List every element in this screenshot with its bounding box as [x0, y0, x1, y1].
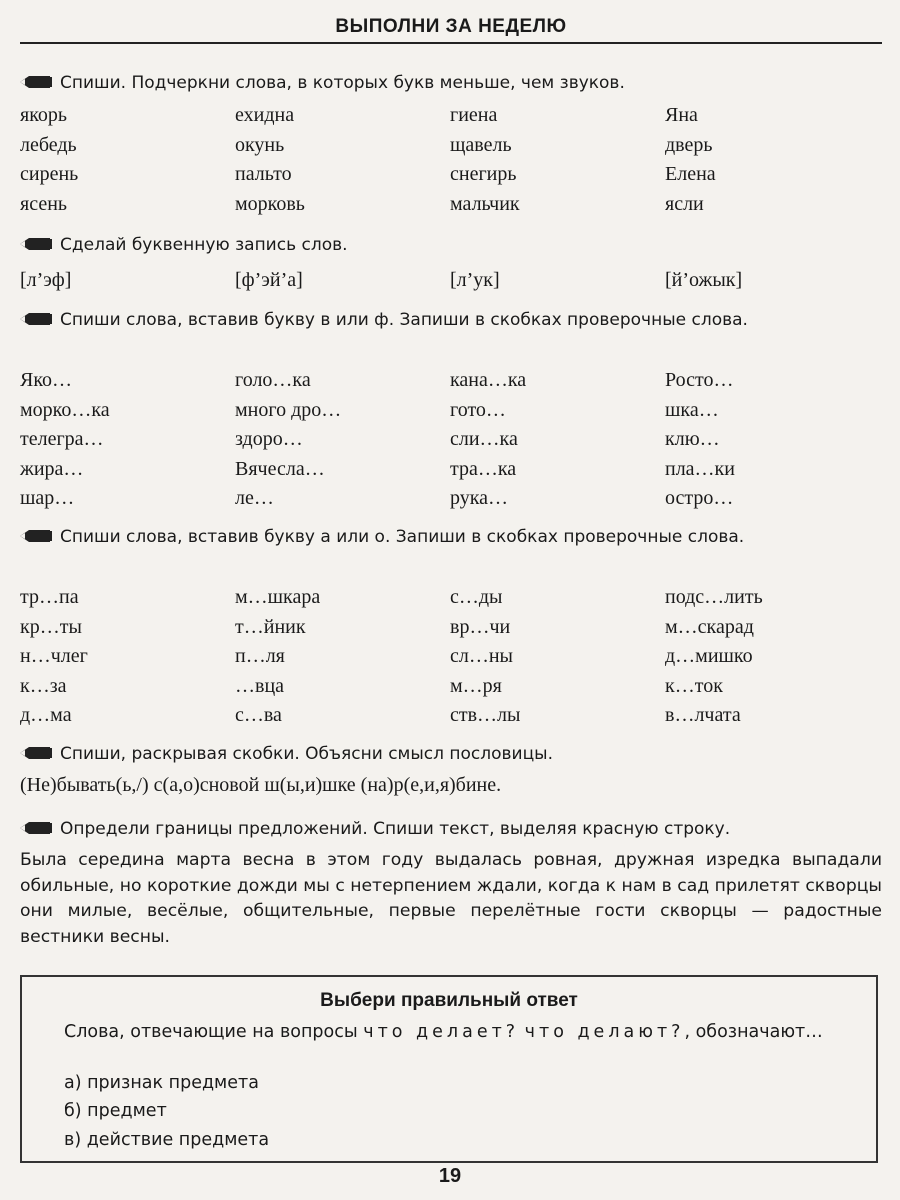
transcription: [ф’эй’а] [235, 269, 303, 291]
word: окунь [235, 133, 285, 156]
transcription: [й’ожык] [665, 269, 743, 291]
word: морко…ка [20, 398, 110, 421]
word: м…ря [450, 674, 502, 697]
word: с…ды [450, 586, 503, 608]
task-2-words [20, 266, 882, 296]
task-5-text: Спиши, раскрывая скобки. Объясни смысл пословицы. [60, 744, 553, 764]
word: Вячесла… [235, 457, 325, 480]
question-start: Слова, отвечающие на вопросы [64, 1022, 364, 1042]
word: снегирь [450, 163, 517, 185]
task-6-text: Определи границы предложений. Спиши текст, выделяя красную строку. [60, 819, 731, 839]
word: тр…па [20, 586, 79, 608]
word: ств…лы [450, 704, 521, 726]
word: тра…ка [450, 457, 517, 480]
proverb: (Не)бывать(ь,/) с(а,о)сновой ш(ы,и)шке (на)р(е,и,я)бине. [20, 774, 502, 796]
question-q1: что делает? [363, 1022, 520, 1042]
task-6-instruction [20, 816, 882, 842]
page-number: 19 [438, 1165, 462, 1187]
word: телегра… [20, 428, 104, 450]
word: шка… [665, 398, 719, 421]
answer-option-b[interactable]: б) предмет [64, 1101, 167, 1121]
word: к…за [20, 674, 67, 697]
word: н…члег [20, 645, 88, 667]
task-3-text: Спиши слова, вставив букву в или ф. Запиши в скобках проверочные слова. [60, 310, 748, 330]
word: пла…ки [665, 457, 735, 480]
word: д…мишко [665, 645, 753, 667]
word: здоро… [235, 428, 303, 450]
word: много дро… [235, 398, 342, 421]
word: т…йник [235, 615, 306, 638]
word: с…ва [235, 704, 282, 726]
task-4-words [20, 583, 882, 731]
task-6-paragraph: Была середина марта весна в этом году выдалась ровная, дружная изредка выпадали обильные, но короткие дожди мы с нетерпением ждали, когда к нам в сад прилетят скворцы они милые, весёлые, общительные, первые перелётные гости скворцы — радостные вестники весны. [20, 850, 882, 947]
word: морковь [235, 192, 305, 215]
task-2-text: Сделай буквенную запись слов. [60, 235, 348, 255]
word: рука… [450, 487, 509, 509]
word: ехидна [235, 104, 295, 126]
word: пальто [235, 163, 292, 185]
page-header: ВЫПОЛНИ ЗА НЕДЕЛЮ [20, 16, 882, 44]
task-5-instruction [20, 741, 882, 767]
word: жира… [20, 457, 84, 480]
word: сл…ны [450, 645, 513, 667]
word: вр…чи [450, 615, 511, 638]
question-q2: что делают? [524, 1022, 685, 1042]
word: лебедь [20, 133, 77, 156]
word: кр…ты [20, 615, 82, 638]
word: Яко… [20, 369, 73, 391]
pencil-icon [20, 529, 54, 543]
word: щавель [450, 133, 512, 156]
task-4-instruction [20, 524, 882, 550]
word: кана…ка [450, 369, 527, 391]
answer-box-question [34, 1019, 864, 1046]
pencil-icon [20, 312, 54, 326]
transcription: [л’эф] [20, 269, 72, 291]
task-1-text: Спиши. Подчеркни слова, в которых букв меньше, чем звуков. [60, 73, 625, 93]
question-end: , обозначают… [684, 1022, 823, 1042]
pencil-icon [20, 237, 54, 251]
word: …вца [235, 674, 285, 697]
word: гиена [450, 104, 498, 126]
word: мальчик [450, 192, 520, 215]
word: Елена [665, 163, 716, 185]
pencil-icon [20, 746, 54, 760]
answer-option-c[interactable]: в) действие предмета [64, 1130, 270, 1150]
word: ле… [235, 487, 274, 509]
task-3-instruction [20, 307, 882, 333]
task-1-instruction [20, 70, 882, 96]
word: п…ля [235, 645, 285, 667]
transcription: [л’ук] [450, 269, 500, 291]
word: к…ток [665, 674, 723, 697]
word: якорь [20, 104, 68, 126]
word: дверь [665, 133, 713, 156]
word: м…шкара [235, 586, 321, 608]
task-4-text: Спиши слова, вставив букву а или о. Запиши в скобках проверочные слова. [60, 527, 745, 547]
task-2-instruction [20, 232, 882, 258]
answer-box-title: Выбери правильный ответ [320, 990, 578, 1011]
word: в…лчата [665, 704, 741, 726]
word: Яна [665, 104, 698, 126]
answer-box [20, 975, 878, 1163]
pencil-icon [20, 75, 54, 89]
word: шар… [20, 487, 75, 509]
pencil-icon [20, 821, 54, 835]
word: ясли [665, 192, 704, 215]
word: ясень [20, 192, 68, 215]
word: м…скарад [665, 615, 754, 638]
word: сирень [20, 163, 79, 185]
word: голо…ка [235, 369, 311, 391]
word: Росто… [665, 369, 734, 391]
word: остро… [665, 487, 734, 509]
word: подс…лить [665, 586, 763, 608]
task-3-words [20, 366, 882, 514]
answer-option-a[interactable]: а) признак предмета [64, 1073, 259, 1093]
word: д…ма [20, 704, 72, 726]
task-1-words [20, 101, 882, 219]
word: сли…ка [450, 428, 518, 450]
word: гото… [450, 398, 506, 421]
word: клю… [665, 428, 720, 450]
